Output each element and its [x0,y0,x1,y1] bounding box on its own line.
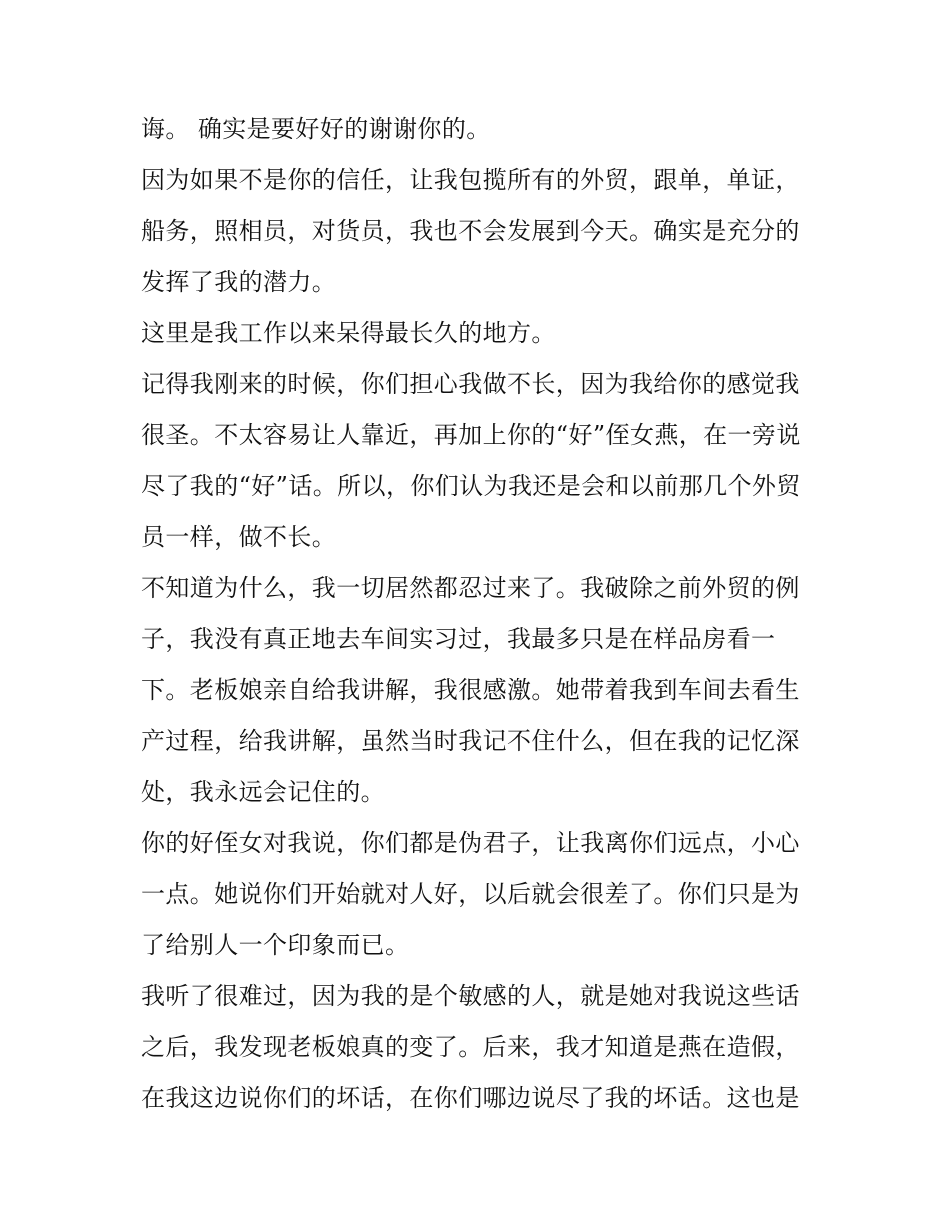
text-line: 了给别人一个印象而已。 [141,931,410,959]
text-line: 尽了我的“好”话。所以，你们认为我还是会和以前那几个外贸 [141,472,801,500]
text-line: 在我这边说你们的坏话，在你们哪边说尽了我的坏话。这也是 [141,1084,800,1112]
text-line: 子，我没有真正地去车间实习过，我最多只是在样品房看一 [141,625,776,653]
text-line: 我听了很难过，因为我的是个敏感的人，就是她对我说这些话 [141,982,800,1010]
text-line: 发挥了我的潜力。 [141,268,337,296]
text-line: 之后，我发现老板娘真的变了。后来，我才知道是燕在造假， [141,1033,800,1061]
text-line: 产过程，给我讲解，虽然当时我记不住什么，但在我的记忆深 [141,727,800,755]
text-line: 不知道为什么，我一切居然都忍过来了。我破除之前外贸的例 [141,574,800,602]
text-line: 下。老板娘亲自给我讲解，我很感激。她带着我到车间去看生 [141,676,800,704]
text-line: 一点。她说你们开始就对人好，以后就会很差了。你们只是为 [141,880,800,908]
text-line: 你的好侄女对我说，你们都是伪君子，让我离你们远点，小心 [141,829,800,857]
text-line: 因为如果不是你的信任，让我包揽所有的外贸，跟单，单证， [141,166,800,194]
text-line: 记得我刚来的时候，你们担心我做不长，因为我给你的感觉我 [141,370,800,398]
text-line: 员一样，做不长。 [141,523,337,551]
text-line: 处，我永远会记住的。 [141,778,385,806]
text-line: 船务，照相员，对货员，我也不会发展到今天。确实是充分的 [141,217,800,245]
text-line: 很圣。不太容易让人靠近，再加上你的“好”侄女燕，在一旁说 [141,421,801,449]
text-line: 诲。 确实是要好好的谢谢你的。 [141,115,491,143]
text-line: 这里是我工作以来呆得最长久的地方。 [141,319,556,347]
